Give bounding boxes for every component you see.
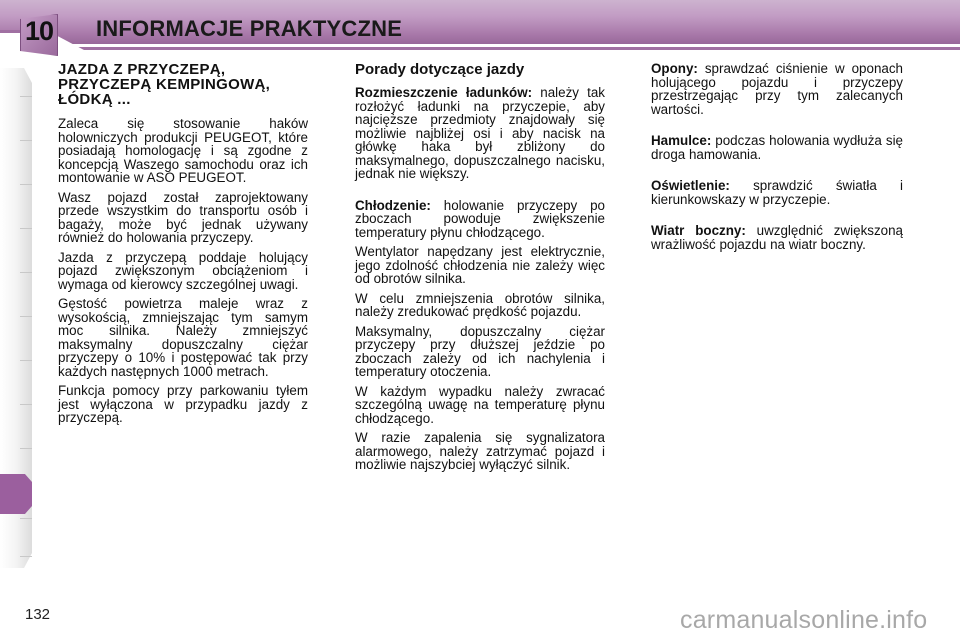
chapter-tab-divider [20,316,32,317]
section-heading-towing: JAZDA Z PRZYCZEPĄ, PRZYCZEPĄ KEMPINGOWĄ, ŁÓDKĄ ... [58,61,271,108]
label-cooling: Chłodzenie: [355,197,431,213]
paragraph: Jazda z przyczepą poddaje holujący pojazd zwiększonym obciążeniom i wymaga od kierowcy szczególnej uwagi. [58,249,308,292]
paragraph: Zaleca się stosowanie haków holowniczych produkcji PEUGEOT, które posiadają homologację i są zgodne z koncepcją Waszego samochodu oraz ich montowanie w ASO PEUGEOT. [58,116,308,185]
page-title: INFORMACJE PRAKTYCZNE [96,16,403,41]
text-lighting: sprawdzić światła i kierunkowskazy w przyczepie. [651,178,903,207]
paragraph: Funkcja pomocy przy parkowaniu tyłem jest wyłączona w przypadku jazdy z przyczepą. [58,383,308,425]
paragraph-tyres [651,62,903,116]
text-cooling: holowanie przyczepy po zboczach powoduje zwiększenie temperatury płynu chłodzącego. [355,197,605,240]
text-tyres: sprawdzać ciśnienie w oponach holującego pojazdu i przyczepy przestrzegając przy tym zalecanych wartości. [651,61,903,117]
paragraph: W razie zapalenia się sygnalizatora alarmowego, należy zatrzymać pojazd i możliwie najszybciej wyłączyć silnik. [355,430,605,472]
chapter-number: 10 [24,16,54,46]
paragraph-brakes [651,134,903,161]
label-tyres: Opony: [651,61,698,76]
section-heading-driving-tips: Porady dotyczące jazdy [355,61,525,78]
column-driving-tips [355,62,605,478]
chapter-tab-divider [20,184,32,185]
label-lighting: Oświetlenie: [651,178,730,193]
paragraph: Wasz pojazd został zaprojektowany przede wszystkim do transportu osób i bagaży, może być jednak używany również do holowania przyczepy. [58,189,308,245]
paragraph: Gęstość powietrza maleje wraz z wysokością, zmniejszając tym samym moc silnika. Należy zmniejszyć maksymalny dopuszczalny ciężar przyczepy o 10% i postępować tak przy każdych następnych 1000 metrach. [58,296,308,379]
column-checks [651,62,903,257]
chapter-tab-divider [20,228,32,229]
chapter-tab-divider [20,518,32,519]
chapter-tab-divider [20,96,32,97]
text-load: należy tak rozłożyć ładunki na przyczepie, aby najcięższe przedmioty znajdowały się możliwie najbliżej osi i aby nacisk na główkę haka był zbliżony do maksymalnego, dopuszczalnego nacisku, jednak nie większy. [355,85,605,181]
chapter-tab-divider [20,140,32,141]
label-crosswind: Wiatr boczny: [651,223,746,238]
page-number: 132 [25,606,51,623]
watermark: carmanualsonline.info [680,606,928,634]
text-crosswind: uwzględnić zwiększoną wrażliwość pojazdu na wiatr boczny. [651,223,903,252]
paragraph-load [355,86,605,181]
paragraph-crosswind [651,224,903,251]
chapter-tab-divider [20,360,32,361]
paragraph-lighting [651,179,903,206]
text-brakes: podczas holowania wydłuża się droga hamowania. [651,133,903,162]
chapter-tab-active[interactable] [0,474,32,514]
chapter-tab-divider [20,448,32,449]
paragraph: W celu zmniejszenia obrotów silnika, należy zredukować prędkość pojazdu. [355,290,605,319]
column-towing [58,62,308,431]
chapter-tab-divider [20,556,32,557]
label-brakes: Hamulce: [651,133,712,148]
chapter-tab-divider [20,404,32,405]
label-load: Rozmieszczenie ładunków: [355,85,533,100]
paragraph: Wentylator napędzany jest elektrycznie, jego zdolność chłodzenia nie zależy więc od obrotów silnika. [355,244,605,286]
paragraph-cooling [355,199,605,240]
header-divider-line [0,47,960,50]
paragraph: Maksymalny, dopuszczalny ciężar przyczepy przy dłuższej jeździe po zboczach zależy od ich nachylenia i temperatury otoczenia. [355,323,605,379]
paragraph: W każdym wypadku należy zwracać szczególną uwagę na temperaturę płynu chłodzącego. [355,383,605,426]
chapter-tab-divider [20,272,32,273]
